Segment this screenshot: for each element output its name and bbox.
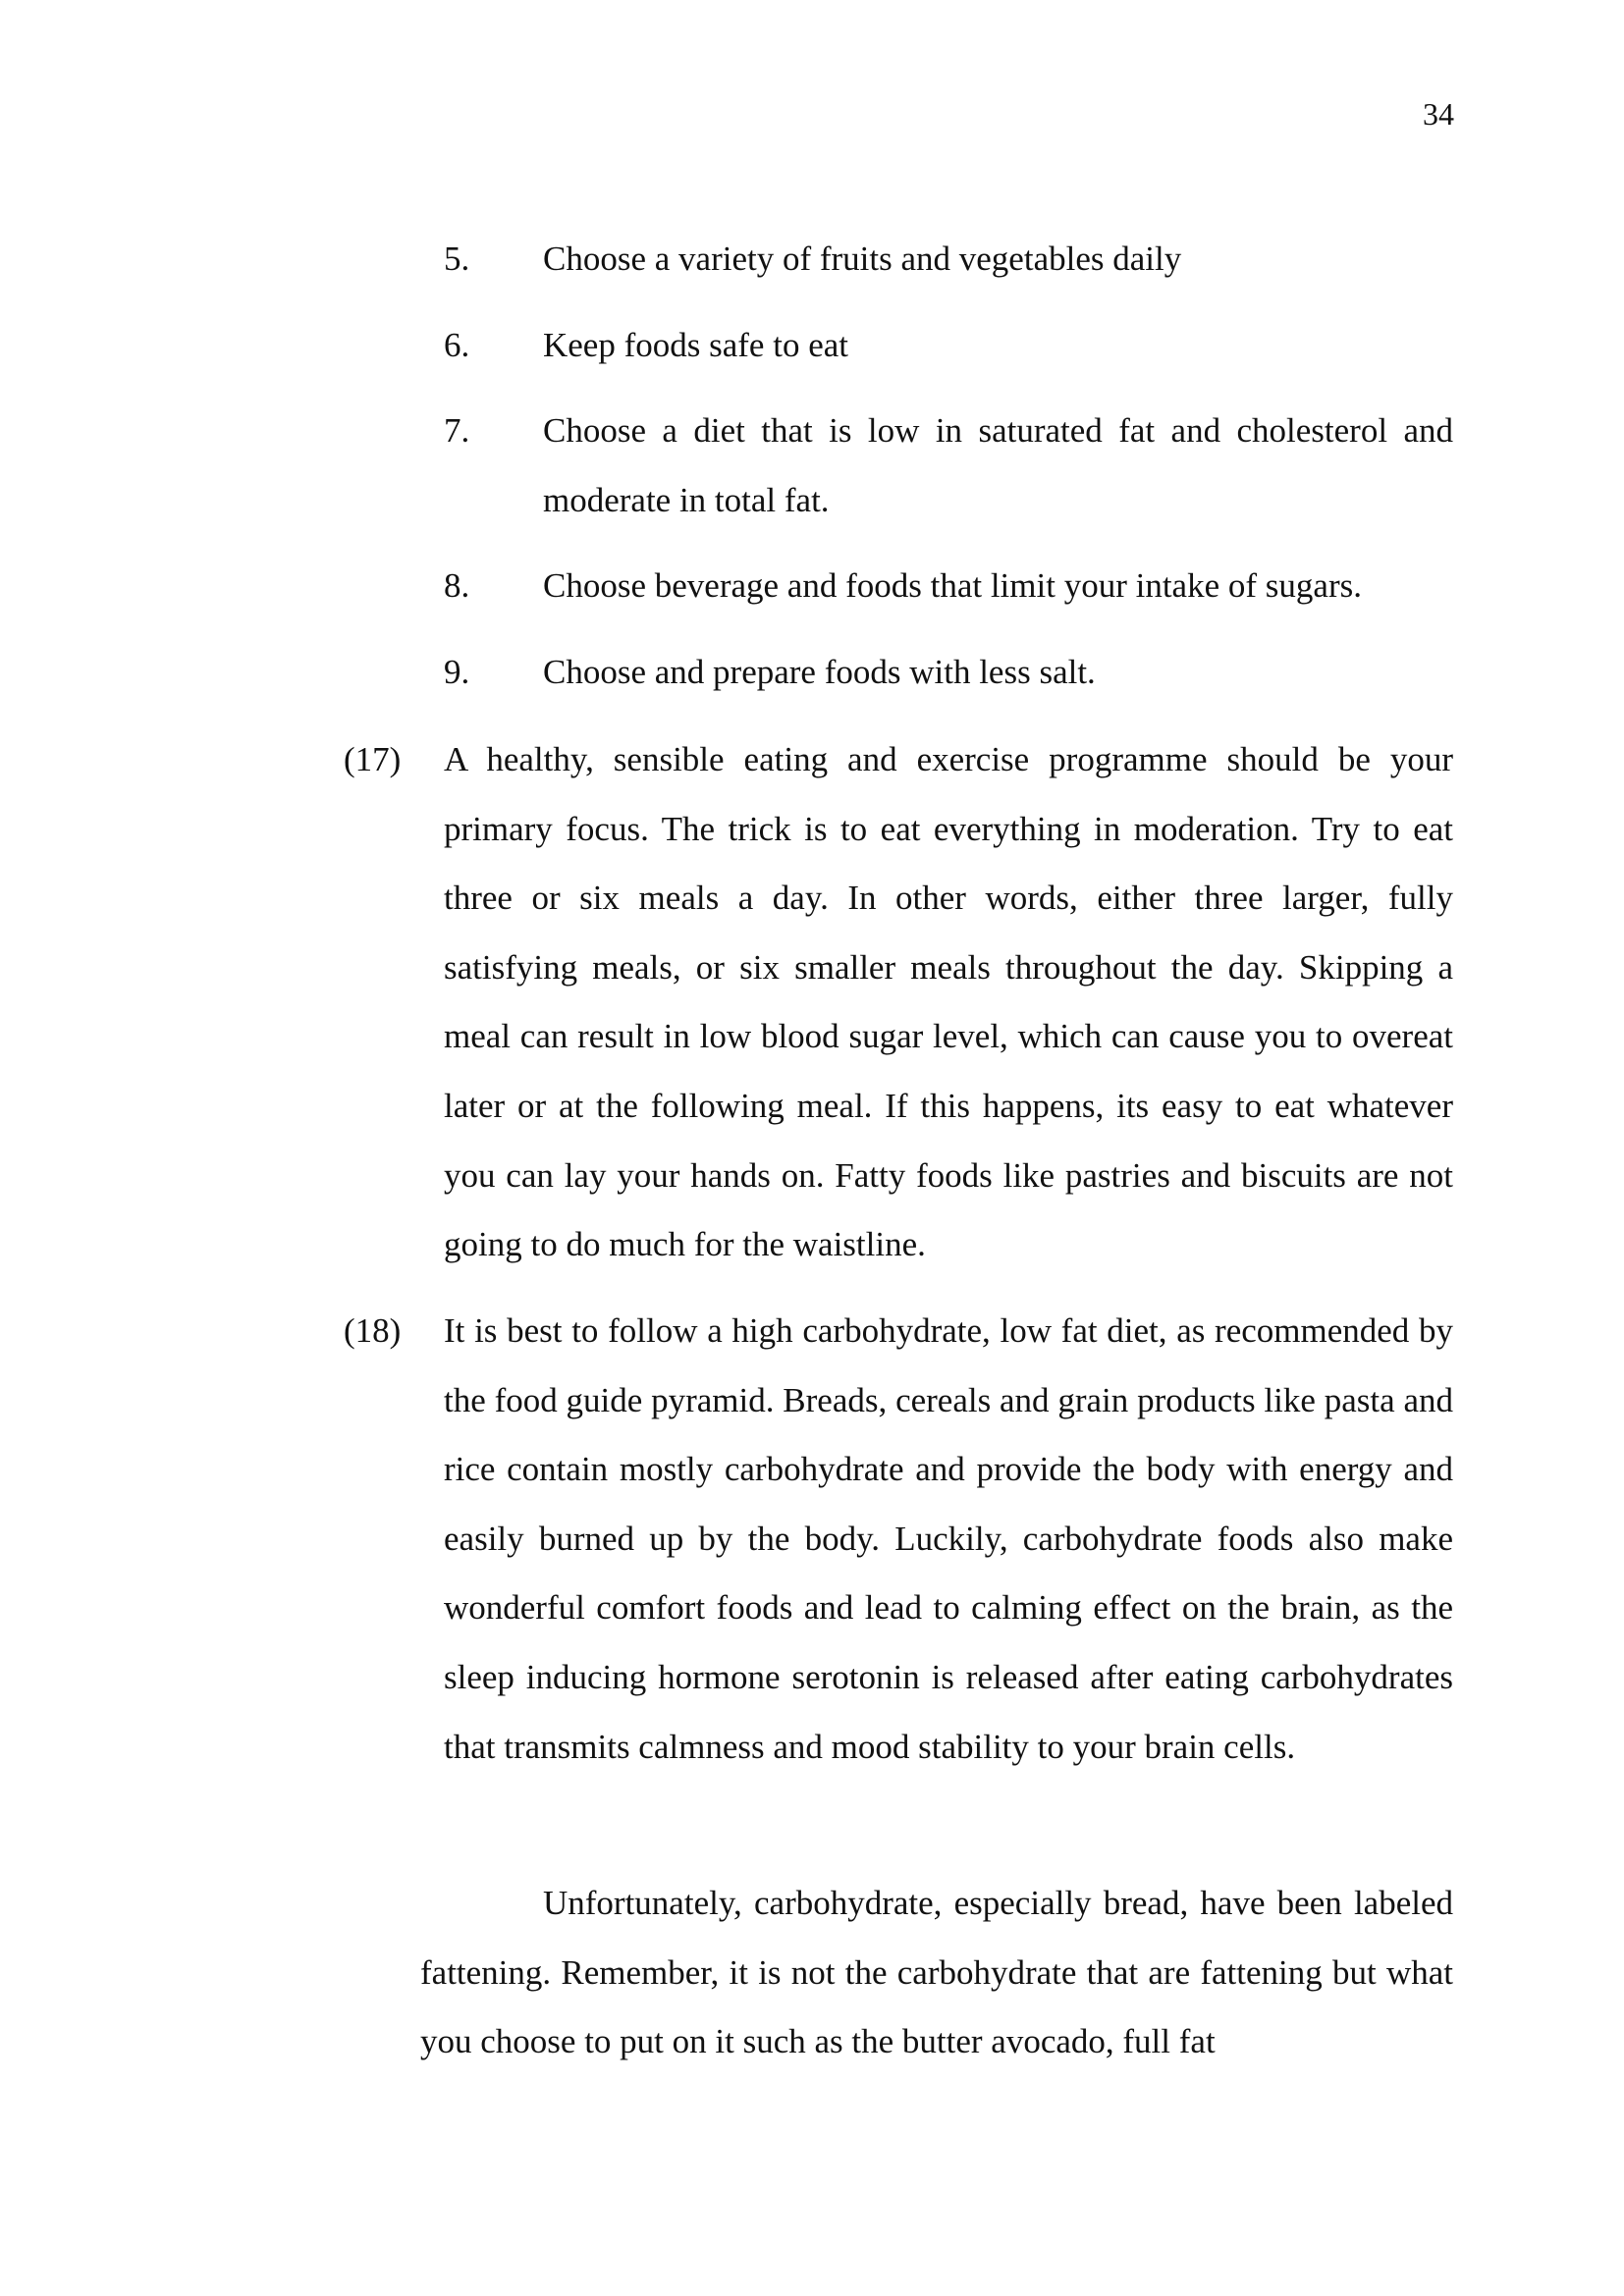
list-item — [444, 311, 1453, 381]
list-item — [444, 552, 1453, 621]
list-item-number: 5. — [444, 240, 470, 278]
list-item-text: Choose a diet that is low in saturated fat and cholesterol and moderate in total fat. — [543, 411, 1453, 519]
list-item-text: Choose a variety of fruits and vegetables daily — [543, 240, 1182, 278]
list-item-text: Choose and prepare foods with less salt. — [543, 652, 1096, 691]
list-item-text: Choose beverage and foods that limit your intake of sugars. — [543, 566, 1362, 606]
list-item-text: Keep foods safe to eat — [543, 325, 848, 364]
list-item-number: 8. — [444, 566, 470, 606]
numbered-paragraph-17 — [344, 725, 1453, 1280]
list-item — [444, 225, 1453, 294]
paragraph-number: (17) — [344, 740, 402, 778]
continuation-paragraph: Unfortunately, carbohydrate, especially bread, have been labeled fattening. Remember, it is not the carbohydrate that are fattening but what you choose to put on it such as the butter avocado, full fat — [420, 1884, 1453, 2061]
dietary-guidelines-list — [444, 225, 1453, 724]
paragraph-number: (18) — [344, 1311, 402, 1350]
list-item-number: 9. — [444, 652, 470, 691]
list-item-number: 7. — [444, 411, 470, 451]
list-item — [444, 397, 1453, 535]
numbered-paragraph-18 — [344, 1297, 1453, 1782]
page-number: 34 — [1423, 96, 1454, 132]
paragraph-text: A healthy, sensible eating and exercise programme should be your primary focus. The trick is to eat everything in moderation. Try to eat three or six meals a day. In other words, either three larger, fully satisfying meals, or six smaller meals throughout the day. Skipping a meal can result in low blood sugar level, which can cause you to overeat later or at the following meal. If this happens, its easy to eat whatever you can lay your hands on. Fatty foods like pastries and biscuits are not going to do much for the waistline. — [444, 740, 1453, 1264]
list-item-number: 6. — [444, 325, 470, 364]
paragraph-text: It is best to follow a high carbohydrate, low fat diet, as recommended by the food guide pyramid. Breads, cereals and grain products like pasta and rice contain mostly carbohydrate and provide the body with energy and easily burned up by the body. Luckily, carbohydrate foods also make wonderful comfort foods and lead to calming effect on the brain, as the sleep inducing hormone serotonin is released after eating carbohydrates that transmits calmness and mood stability to your brain cells. — [444, 1311, 1453, 1766]
list-item — [444, 638, 1453, 708]
